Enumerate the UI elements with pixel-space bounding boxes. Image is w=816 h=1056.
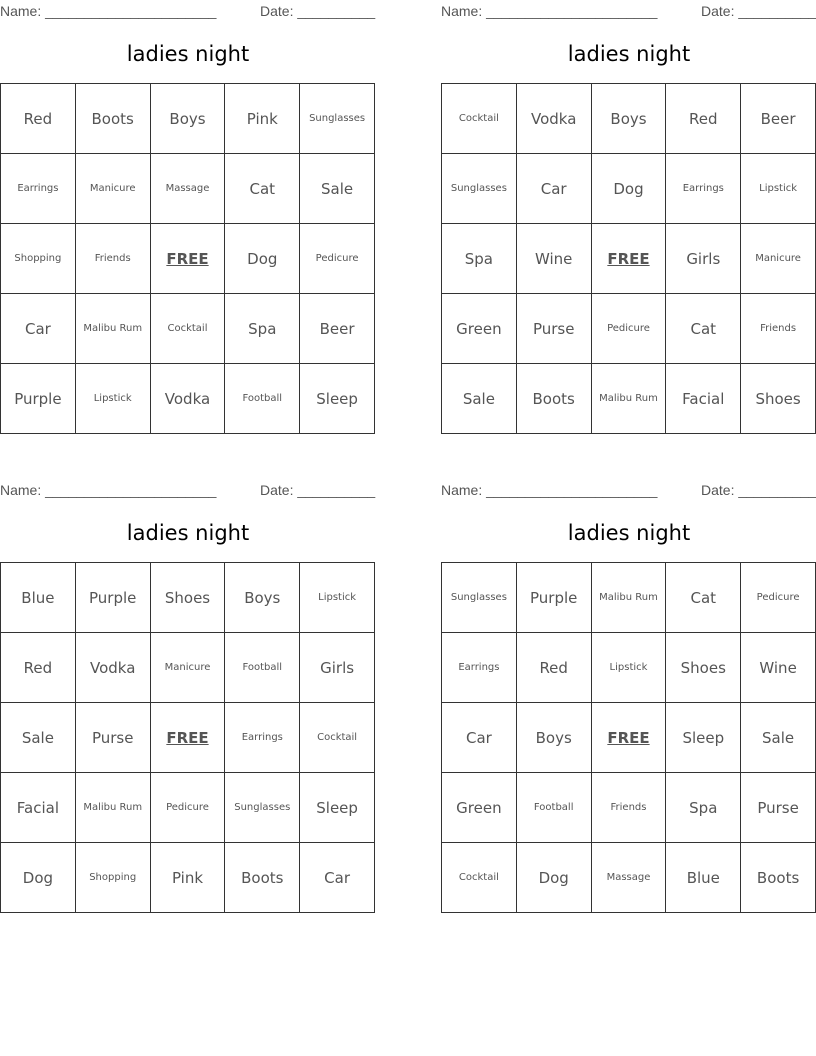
date-field[interactable]: Date: __________ <box>260 482 376 498</box>
bingo-cell[interactable]: Lipstick <box>76 364 151 434</box>
bingo-cell[interactable]: Sale <box>1 703 76 773</box>
bingo-cell[interactable]: Football <box>225 364 300 434</box>
bingo-cell[interactable]: Red <box>1 84 76 154</box>
bingo-cell[interactable]: Boots <box>741 843 816 913</box>
card-title: ladies night <box>567 42 691 66</box>
name-date-row <box>0 479 376 501</box>
bingo-cell[interactable]: Purse <box>741 773 816 843</box>
bingo-cell[interactable]: Spa <box>225 294 300 364</box>
bingo-cell[interactable]: Facial <box>1 773 76 843</box>
bingo-cell[interactable]: Pedicure <box>300 224 375 294</box>
bingo-cell[interactable]: Purse <box>517 294 592 364</box>
bingo-cell[interactable]: Earrings <box>666 154 741 224</box>
bingo-cell[interactable]: Shoes <box>741 364 816 434</box>
bingo-cell[interactable]: Sunglasses <box>442 154 517 224</box>
bingo-cell[interactable]: Vodka <box>151 364 226 434</box>
bingo-cell[interactable]: Football <box>517 773 592 843</box>
bingo-cell[interactable]: Boys <box>151 84 226 154</box>
bingo-cell[interactable]: Earrings <box>225 703 300 773</box>
bingo-cell[interactable]: Vodka <box>517 84 592 154</box>
bingo-cell[interactable]: Boots <box>76 84 151 154</box>
bingo-cell[interactable]: Manicure <box>741 224 816 294</box>
bingo-cell[interactable]: Pedicure <box>151 773 226 843</box>
bingo-cell[interactable]: Malibu Rum <box>76 773 151 843</box>
bingo-cell[interactable]: Sunglasses <box>442 563 517 633</box>
bingo-cell[interactable]: Malibu Rum <box>76 294 151 364</box>
bingo-cell[interactable]: Green <box>442 773 517 843</box>
bingo-cell[interactable]: Pink <box>151 843 226 913</box>
bingo-cell[interactable]: Dog <box>1 843 76 913</box>
bingo-grid <box>0 562 375 913</box>
bingo-cell[interactable]: Sleep <box>300 364 375 434</box>
date-field[interactable]: Date: __________ <box>701 3 816 19</box>
bingo-cell[interactable]: Girls <box>666 224 741 294</box>
bingo-card-3 <box>0 479 376 919</box>
bingo-cell[interactable]: Car <box>442 703 517 773</box>
bingo-cell[interactable]: Boots <box>517 364 592 434</box>
bingo-card-2 <box>441 0 816 440</box>
bingo-cell[interactable]: Sale <box>442 364 517 434</box>
bingo-cell[interactable]: Car <box>517 154 592 224</box>
bingo-cell[interactable]: Cocktail <box>442 84 517 154</box>
bingo-cell[interactable]: Dog <box>517 843 592 913</box>
bingo-cell[interactable]: Friends <box>592 773 667 843</box>
bingo-cell[interactable]: Wine <box>741 633 816 703</box>
bingo-cell[interactable]: Spa <box>666 773 741 843</box>
bingo-cell[interactable]: Cocktail <box>442 843 517 913</box>
bingo-grid <box>0 83 375 434</box>
bingo-cell[interactable]: Sleep <box>666 703 741 773</box>
bingo-cell[interactable]: Massage <box>151 154 226 224</box>
free-space-cell[interactable]: FREE <box>592 703 667 773</box>
bingo-cell[interactable]: Cat <box>666 294 741 364</box>
name-date-row <box>0 0 376 22</box>
bingo-cell[interactable]: Boys <box>225 563 300 633</box>
bingo-grid <box>441 83 816 434</box>
bingo-cell[interactable]: Earrings <box>1 154 76 224</box>
name-date-row <box>441 479 816 501</box>
bingo-cell[interactable]: Purple <box>517 563 592 633</box>
bingo-cell[interactable]: Cocktail <box>300 703 375 773</box>
bingo-cell[interactable]: Sunglasses <box>225 773 300 843</box>
bingo-cell[interactable]: Massage <box>592 843 667 913</box>
bingo-cell[interactable]: Red <box>517 633 592 703</box>
free-space-cell[interactable]: FREE <box>151 703 226 773</box>
bingo-cell[interactable]: Pink <box>225 84 300 154</box>
card-title: ladies night <box>567 521 691 545</box>
bingo-cell[interactable]: Purse <box>76 703 151 773</box>
bingo-cell[interactable]: Beer <box>741 84 816 154</box>
bingo-grid <box>441 562 816 913</box>
bingo-cell[interactable]: Green <box>442 294 517 364</box>
date-field[interactable]: Date: __________ <box>701 482 816 498</box>
bingo-cell[interactable]: Facial <box>666 364 741 434</box>
bingo-cell[interactable]: Sunglasses <box>300 84 375 154</box>
bingo-cell[interactable]: Pedicure <box>592 294 667 364</box>
card-title: ladies night <box>126 521 250 545</box>
bingo-cell[interactable]: Manicure <box>76 154 151 224</box>
bingo-cell[interactable]: Shopping <box>1 224 76 294</box>
free-space-cell[interactable]: FREE <box>151 224 226 294</box>
bingo-cell[interactable]: Purple <box>76 563 151 633</box>
bingo-cell[interactable]: Girls <box>300 633 375 703</box>
name-date-row <box>441 0 816 22</box>
bingo-cell[interactable]: Red <box>666 84 741 154</box>
bingo-cell[interactable]: Red <box>1 633 76 703</box>
bingo-cell[interactable]: Spa <box>442 224 517 294</box>
name-field[interactable]: Name: ______________________ <box>0 482 217 498</box>
bingo-cell[interactable]: Friends <box>741 294 816 364</box>
bingo-cell[interactable]: Boys <box>517 703 592 773</box>
bingo-card-4 <box>441 479 816 919</box>
bingo-cell[interactable]: Earrings <box>442 633 517 703</box>
bingo-cell[interactable]: Malibu Rum <box>592 364 667 434</box>
bingo-cell[interactable]: Cat <box>225 154 300 224</box>
bingo-cell[interactable]: Lipstick <box>741 154 816 224</box>
bingo-cell[interactable]: Blue <box>666 843 741 913</box>
name-field[interactable]: Name: ______________________ <box>0 3 217 19</box>
free-space-cell[interactable]: FREE <box>592 224 667 294</box>
bingo-cell[interactable]: Lipstick <box>300 563 375 633</box>
bingo-cell[interactable]: Beer <box>300 294 375 364</box>
bingo-cell[interactable]: Pedicure <box>741 563 816 633</box>
card-title: ladies night <box>126 42 250 66</box>
name-field[interactable]: Name: ______________________ <box>441 482 658 498</box>
bingo-cell[interactable]: Cat <box>666 563 741 633</box>
bingo-cell[interactable]: Sale <box>300 154 375 224</box>
bingo-cell[interactable]: Blue <box>1 563 76 633</box>
bingo-cell[interactable]: Car <box>300 843 375 913</box>
bingo-cell[interactable]: Boys <box>592 84 667 154</box>
bingo-cell[interactable]: Cocktail <box>151 294 226 364</box>
bingo-cell[interactable]: Vodka <box>76 633 151 703</box>
bingo-cell[interactable]: Shopping <box>76 843 151 913</box>
bingo-cell[interactable]: Purple <box>1 364 76 434</box>
bingo-cell[interactable]: Dog <box>592 154 667 224</box>
bingo-cell[interactable]: Sale <box>741 703 816 773</box>
bingo-card-1 <box>0 0 376 440</box>
name-field[interactable]: Name: ______________________ <box>441 3 658 19</box>
bingo-cell[interactable]: Manicure <box>151 633 226 703</box>
bingo-cell[interactable]: Sleep <box>300 773 375 843</box>
bingo-cell[interactable]: Shoes <box>666 633 741 703</box>
bingo-cell[interactable]: Dog <box>225 224 300 294</box>
bingo-cell[interactable]: Lipstick <box>592 633 667 703</box>
bingo-cell[interactable]: Football <box>225 633 300 703</box>
date-field[interactable]: Date: __________ <box>260 3 376 19</box>
bingo-cell[interactable]: Malibu Rum <box>592 563 667 633</box>
bingo-cell[interactable]: Wine <box>517 224 592 294</box>
bingo-cell[interactable]: Car <box>1 294 76 364</box>
bingo-cell[interactable]: Friends <box>76 224 151 294</box>
bingo-cell[interactable]: Shoes <box>151 563 226 633</box>
bingo-cell[interactable]: Boots <box>225 843 300 913</box>
